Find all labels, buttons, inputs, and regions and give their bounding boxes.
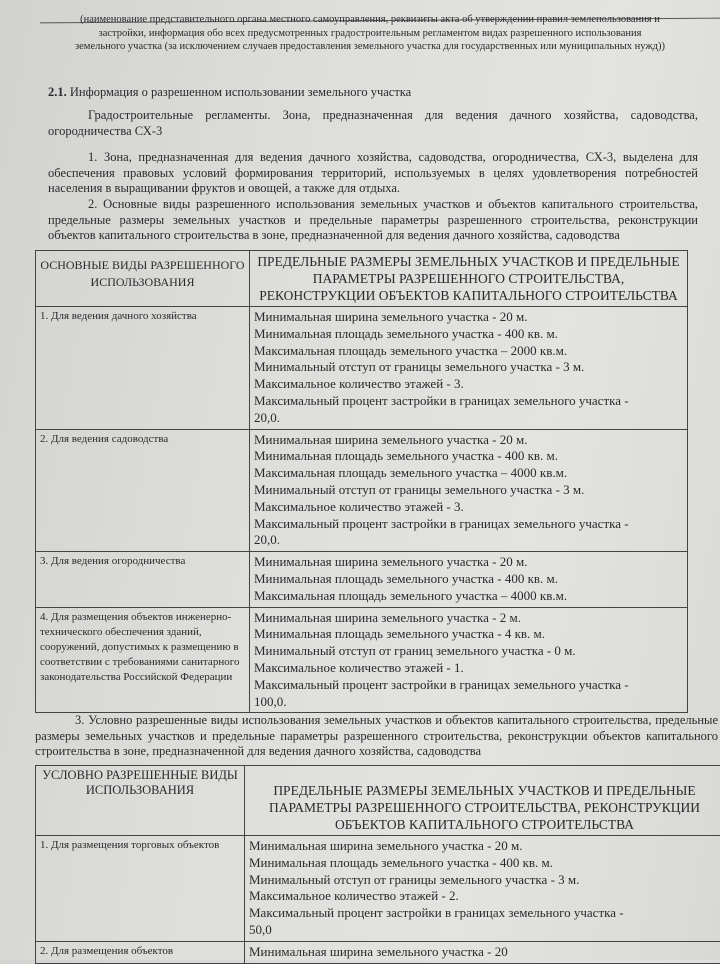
param-line: Максимальный процент застройки в границах земельного участка - (249, 905, 720, 922)
param-line: Минимальный отступ от границы земельного участка - 3 м. (249, 872, 720, 889)
main-uses-table (35, 250, 688, 713)
section-title: Информация о разрешенном использовании земельного участка (70, 85, 411, 99)
use-cell: 4. Для размещения объектов инженерно-технического обеспечения зданий, сооружений, допустимых к размещению в соответствии с требованиями санитарного законодательства Российской Федерации (36, 607, 250, 713)
param-line: Минимальный отступ от границы земельного участка - 3 м. (254, 359, 683, 376)
table-row (36, 607, 688, 713)
param-line: Минимальная площадь земельного участка - 400 кв. м. (254, 448, 683, 465)
paragraph-zone-purpose: 1. Зона, предназначенная для ведения дачного хозяйства, садоводства, огородничества, СХ-3, выделена для обеспечения правовых условий формирования территорий, используемых в целях удовлетворения потребностей населения в выращивании фруктов и овощей, а также для отдыха. (48, 150, 698, 197)
params-cell (250, 429, 688, 552)
section-number: 2.1. (48, 85, 67, 99)
param-line: Максимальное количество этажей - 3. (254, 376, 683, 393)
param-line: Минимальный отступ от границы земельного участка - 3 м. (254, 482, 683, 499)
param-line: Минимальная ширина земельного участка - 20 м. (254, 432, 683, 449)
param-line: Минимальная площадь земельного участка - 4 кв. м. (254, 626, 683, 643)
header-cell: ОСНОВНЫЕ ВИДЫ РАЗРЕШЕННОГО ИСПОЛЬЗОВАНИЯ (36, 251, 250, 307)
conditional-uses-table (35, 765, 720, 964)
use-cell: 2. Для размещения объектов (36, 941, 245, 963)
params-cell (250, 552, 688, 607)
param-line: Минимальная ширина земельного участка - 2 м. (254, 610, 683, 627)
table-row (36, 429, 688, 552)
param-line: Минимальная ширина земельного участка - 20 (249, 944, 720, 961)
table-header-row (36, 251, 688, 307)
param-line: Максимальное количество этажей - 1. (254, 660, 683, 677)
param-line: Минимальная площадь земельного участка - 400 кв. м. (249, 855, 720, 872)
param-line: Максимальная площадь земельного участка – 2000 кв.м. (254, 343, 683, 360)
param-line: Минимальная площадь земельного участка - 400 кв. м. (254, 326, 683, 343)
params-cell (250, 607, 688, 713)
param-line: 20,0. (254, 410, 683, 427)
use-cell: 2. Для ведения садоводства (36, 429, 250, 552)
param-line: Минимальный отступ от границ земельного участка - 0 м. (254, 643, 683, 660)
header-note: (наименование представительного органа местного самоуправления, реквизиты акта об утверждении правил землепользования и застройки, информация обо всех предусмотренных градостроительным регламентом видах разрешенного использования земельного участка (за исключением случаев предоставления земельного участка для государственных или муниципальных нужд)) (75, 13, 665, 54)
paragraph-main-uses: 2. Основные виды разрешенного использования земельных участков и объектов капитального строительства, предельные размеры земельных участков и предельные параметры разрешенного строительства, реконструкции объектов капитального строительства в зоне, предназначенной для ведения дачного хозяйства, садоводства (48, 197, 698, 244)
table-header-row (36, 766, 720, 836)
param-line: Минимальная ширина земельного участка - 20 м. (254, 309, 683, 326)
header-cell: ПРЕДЕЛЬНЫЕ РАЗМЕРЫ ЗЕМЕЛЬНЫХ УЧАСТКОВ И ПРЕДЕЛЬНЫЕ ПАРАМЕТРЫ РАЗРЕШЕННОГО СТРОИТЕЛЬСТВА, РЕКОНСТРУКЦИИ ОБЪЕКТОВ КАПИТАЛЬНОГО СТРОИТЕЛЬСТВА (245, 766, 720, 836)
params-cell (245, 836, 720, 942)
param-line: Максимальная площадь земельного участка – 4000 кв.м. (254, 465, 683, 482)
table-row (36, 307, 688, 430)
params-cell (250, 307, 688, 430)
paragraph-regulations: Градостроительные регламенты. Зона, предназначенная для ведения дачного хозяйства, садоводства, огородничества СХ-3 (48, 108, 698, 139)
header-cell: УСЛОВНО РАЗРЕШЕННЫЕ ВИДЫ ИСПОЛЬЗОВАНИЯ (36, 766, 245, 836)
use-cell: 1. Для размещения торговых объектов (36, 836, 245, 942)
param-line: 100,0. (254, 694, 683, 711)
section-heading (48, 85, 411, 100)
header-cell: ПРЕДЕЛЬНЫЕ РАЗМЕРЫ ЗЕМЕЛЬНЫХ УЧАСТКОВ И ПРЕДЕЛЬНЫЕ ПАРАМЕТРЫ РАЗРЕШЕННОГО СТРОИТЕЛЬСТВА, РЕКОНСТРУКЦИИ ОБЪЕКТОВ КАПИТАЛЬНОГО СТРОИТЕЛЬСТВА (250, 251, 688, 307)
param-line: Минимальная площадь земельного участка - 400 кв. м. (254, 571, 683, 588)
use-cell: 3. Для ведения огородничества (36, 552, 250, 607)
param-line: Максимальная площадь земельного участка – 4000 кв.м. (254, 588, 683, 605)
param-line: Минимальная ширина земельного участка - 20 м. (249, 838, 720, 855)
param-line: Максимальный процент застройки в границах земельного участка - (254, 393, 683, 410)
param-line: Максимальное количество этажей - 3. (254, 499, 683, 516)
table-row (36, 552, 688, 607)
param-line: Максимальный процент застройки в границах земельного участка - (254, 516, 683, 533)
param-line: 20,0. (254, 532, 683, 549)
use-cell: 1. Для ведения дачного хозяйства (36, 307, 250, 430)
table-row (36, 836, 720, 942)
param-line: 50,0 (249, 922, 720, 939)
paragraph-conditional-uses: 3. Условно разрешенные виды использования земельных участков и объектов капитального строительства, предельные размеры земельных участков и предельные параметры разрешенного строительства, реконструкции объектов капитального строительства в зоне, предназначенной для ведения дачного хозяйства, садоводства (35, 713, 718, 760)
param-line: Максимальный процент застройки в границах земельного участка - (254, 677, 683, 694)
param-line: Минимальная ширина земельного участка - 20 м. (254, 554, 683, 571)
param-line: Максимальное количество этажей - 2. (249, 888, 720, 905)
